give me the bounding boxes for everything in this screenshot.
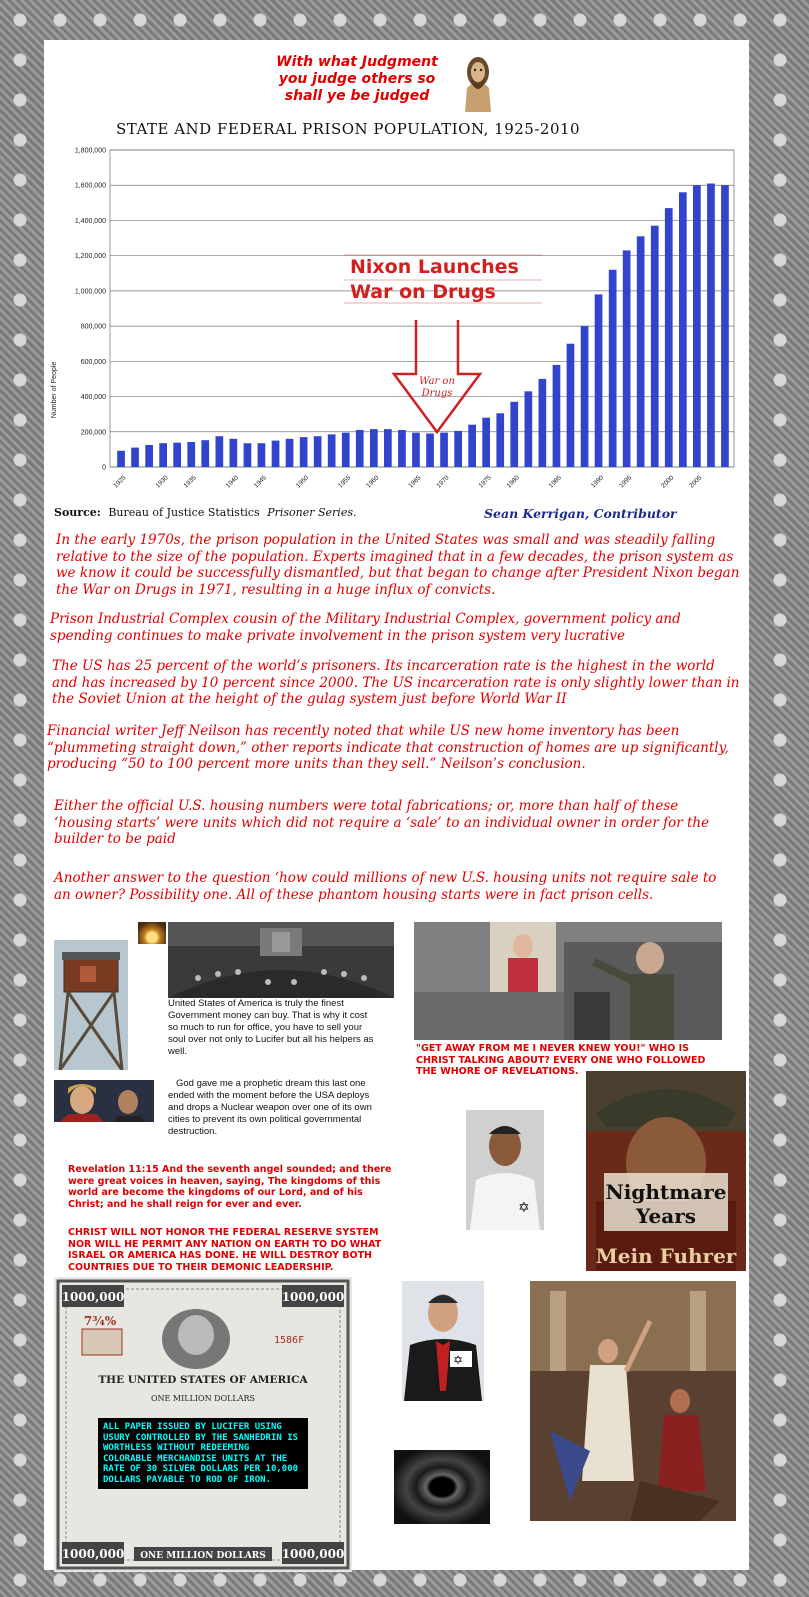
politician-photo-suit bbox=[402, 1281, 484, 1401]
x-tick-label: 2000 bbox=[660, 474, 676, 490]
paragraph-1: In the early 1970s, the prison population in the United States was small and was steadily falling relative to the size of the population. Experts imagined that in a few decades, the prison system as we know it could be successfully dismantled, but that began to change after President Nixon began the War on Drugs in 1971, resulting in a huge influx of convicts. bbox=[56, 532, 740, 598]
bar-1981 bbox=[510, 402, 518, 467]
paragraph-6: Another answer to the question ‘how could millions of new U.S. housing units not require sale to an owner? Possibility one. All of these phantom housing starts were in fact prison cells. bbox=[54, 870, 717, 903]
judgment-quote bbox=[262, 54, 452, 105]
bar-1951 bbox=[300, 437, 308, 467]
bar-1945 bbox=[258, 443, 266, 467]
bond-serial: 1586F bbox=[274, 1335, 305, 1346]
bar-2003 bbox=[665, 208, 673, 467]
x-tick-label: 1930 bbox=[154, 474, 170, 490]
x-tick-label: 1925 bbox=[112, 474, 128, 490]
paragraph-2: Prison Industrial Complex cousin of the Military Industrial Complex, government policy and spending continues to make private involvement in the prison system very lucrative bbox=[50, 611, 681, 644]
politician-photo-star bbox=[466, 1110, 544, 1230]
federal-reserve-text: CHRIST WILL NOT HONOR THE FEDERAL RESERVE SYSTEM NOR WILL HE PERMIT ANY NATION ON EARTH TO DO WHAT ISRAEL OR AMERICA HAS DONE. HE WILL DESTROY BOTH COUNTRIES DUE TO THEIR DEMONIC LEADERSHIP. bbox=[68, 1227, 382, 1273]
nixon-annotation-line-2: War on Drugs bbox=[350, 281, 496, 303]
bar-1933 bbox=[173, 443, 181, 467]
bar-1949 bbox=[286, 439, 294, 467]
arrow-label-line-1: War on bbox=[419, 376, 455, 387]
bond-issuer: THE UNITED STATES OF AMERICA bbox=[98, 1374, 308, 1386]
bar-1953 bbox=[314, 436, 322, 467]
bar-1955 bbox=[328, 434, 336, 467]
black-hole-image bbox=[394, 1450, 490, 1524]
y-tick-label: 1,200,000 bbox=[74, 253, 106, 261]
bar-1929 bbox=[145, 445, 153, 467]
y-tick-label: 400,000 bbox=[80, 394, 106, 402]
congress-chamber-image bbox=[168, 922, 394, 998]
x-tick-label: 1995 bbox=[618, 474, 634, 490]
bar-1961 bbox=[370, 429, 378, 467]
poster-subtitle: Mein Fuhrer bbox=[595, 1244, 737, 1268]
bar-1937 bbox=[201, 440, 209, 467]
x-tick-label: 1975 bbox=[477, 474, 493, 490]
x-tick-label: 1970 bbox=[435, 474, 451, 490]
judgment-line-3: shall ye be judged bbox=[284, 88, 430, 104]
poster-title-2: Years bbox=[635, 1204, 697, 1228]
jesus-portrait-image bbox=[459, 48, 497, 112]
nixon-annotation-line-1: Nixon Launches bbox=[350, 256, 519, 278]
bar-1969 bbox=[426, 434, 434, 468]
chart-title: STATE AND FEDERAL PRISON POPULATION, 1925-2010 bbox=[116, 120, 581, 138]
bar-1973 bbox=[454, 431, 462, 467]
bar-1991 bbox=[581, 326, 589, 467]
bond-rate: 7¾% bbox=[83, 1314, 117, 1328]
y-tick-label: 1,400,000 bbox=[74, 217, 106, 225]
arrow-label-line-2: Drugs bbox=[421, 388, 453, 399]
bar-1927 bbox=[131, 448, 139, 467]
paragraph-4: Financial writer Jeff Neilson has recently noted that while US new home inventory has been “plummeting straight down,” other reports indicate that construction of homes are up significantly, producing “50 to 100 percent more units than they sell.” Neilson’s conclusion. bbox=[47, 723, 729, 772]
x-tick-label: 1960 bbox=[365, 474, 381, 490]
bar-1995 bbox=[609, 270, 617, 467]
x-tick-label: 1990 bbox=[589, 474, 606, 490]
bond-caption: ALL PAPER ISSUED BY LUCIFER USING USURY CONTROLLED BY THE SANHEDRIN IS WORTHLESS WITHOUT REDEEMING COLORABLE MERCHANDISE UNITS AT THE RATE OF 30 SILVER DOLLARS PER 10,000 DOLLARS PAYABLE TO ROD OF IRON. bbox=[98, 1418, 308, 1489]
prison-population-chart bbox=[44, 140, 749, 540]
bond-denomination-bottom-right: 1000,000 bbox=[281, 1547, 345, 1561]
y-tick-label: 1,000,000 bbox=[74, 288, 106, 296]
bond-denomination-top-right: 1000,000 bbox=[281, 1290, 345, 1304]
bar-1967 bbox=[412, 433, 420, 467]
bar-2001 bbox=[651, 226, 659, 467]
bar-1965 bbox=[398, 430, 406, 467]
x-tick-label: 1985 bbox=[547, 474, 563, 490]
y-tick-label: 600,000 bbox=[80, 358, 106, 366]
bar-1935 bbox=[187, 442, 195, 467]
bar-1983 bbox=[525, 391, 533, 467]
y-tick-label: 800,000 bbox=[80, 323, 106, 331]
x-tick-label: 2005 bbox=[688, 474, 704, 490]
x-tick-label: 1965 bbox=[407, 474, 423, 490]
x-tick-label: 1950 bbox=[294, 474, 311, 490]
bond-amount-words: ONE MILLION DOLLARS bbox=[150, 1394, 256, 1403]
bar-1985 bbox=[539, 379, 547, 467]
politicians-photo bbox=[54, 1080, 154, 1122]
y-tick-label: 1,800,000 bbox=[74, 147, 106, 155]
y-tick-label: 0 bbox=[102, 464, 106, 472]
revelation-text: Revelation 11:15 And the seventh angel sounded; and there were great voices in heaven, saying, The kingdoms of this world are become the kingdoms of our Lord, and of his Christ; and he shall reign for ever and ever. bbox=[68, 1164, 392, 1210]
star-badge-icon: ✡ bbox=[453, 1353, 464, 1367]
judgment-line-1: With what Judgment bbox=[276, 54, 438, 70]
pope-and-dictator-image bbox=[414, 922, 722, 1040]
paragraph-5: Either the official U.S. housing numbers were total fabrications; or, more than half of these ‘housing starts’ were units which did not require a ‘sale’ to an individual owner in order for the builder to be paid bbox=[54, 798, 710, 847]
y-tick-label: 1,600,000 bbox=[74, 182, 106, 190]
bar-2007 bbox=[693, 185, 701, 467]
star-icon: ✡ bbox=[518, 1200, 530, 1216]
bar-1979 bbox=[496, 413, 504, 467]
cleansing-temple-painting bbox=[530, 1281, 736, 1521]
bar-1939 bbox=[216, 436, 224, 467]
y-tick-label: 200,000 bbox=[80, 429, 106, 437]
government-text: United States of America is truly the finest Government money can buy. That is why it cost so much to run for office, you have to sell your soul over not only to Lucifer but all his helpers as well. bbox=[168, 998, 374, 1057]
bar-1999 bbox=[637, 236, 645, 467]
x-tick-label: 1945 bbox=[252, 474, 269, 490]
bar-2009 bbox=[707, 184, 715, 468]
bar-1931 bbox=[159, 443, 167, 467]
source-series: Prisoner Series. bbox=[267, 506, 357, 519]
bar-1943 bbox=[244, 443, 252, 467]
poster-title-1: Nightmare bbox=[605, 1180, 727, 1204]
bar-1997 bbox=[623, 250, 631, 467]
bar-1993 bbox=[595, 294, 603, 467]
x-tick-label: 1955 bbox=[337, 474, 353, 490]
bar-2005 bbox=[679, 192, 687, 467]
x-tick-label: 1940 bbox=[224, 474, 240, 490]
bond-bottom-label: ONE MILLION DOLLARS bbox=[140, 1551, 266, 1561]
prophetic-dream-text: God gave me a prophetic dream this last one ended with the moment before the USA deploys and drops a Nuclear weapon over one of its own cities to prevent its own political governmental destruction. bbox=[168, 1078, 372, 1137]
x-tick-label: 1935 bbox=[182, 474, 198, 490]
contributor-label: Sean Kerrigan, Contributor bbox=[484, 506, 677, 521]
bar-1975 bbox=[468, 425, 476, 467]
bar-1947 bbox=[272, 441, 280, 467]
bar-1977 bbox=[482, 418, 490, 467]
bond-denomination-top-left: 1000,000 bbox=[61, 1290, 125, 1304]
judgment-line-2: you judge others so bbox=[278, 71, 436, 87]
bar-1959 bbox=[356, 430, 364, 467]
x-tick-label: 1980 bbox=[505, 474, 521, 490]
y-axis-label: Number of People bbox=[51, 361, 58, 419]
svg-text:Source: Bureau of Justic bbox=[54, 506, 356, 519]
guard-tower-image bbox=[54, 940, 128, 1070]
paragraph-3: The US has 25 percent of the world’s prisoners. Its incarceration rate is the highest in the world and has increased by 10 percent since 2000. The US incarceration rate is only slightly lower than in the Soviet Union at the height of the gulag system just before World War II bbox=[52, 658, 740, 707]
source-text: Bureau of Justice Statistics bbox=[108, 506, 260, 519]
bar-1989 bbox=[567, 344, 575, 467]
bar-1971 bbox=[440, 433, 448, 467]
bar-1987 bbox=[553, 365, 561, 467]
source-label: Source: bbox=[54, 506, 101, 519]
sunset-image bbox=[138, 922, 166, 944]
nightmare-years-poster bbox=[586, 1071, 746, 1271]
bar-1957 bbox=[342, 433, 350, 467]
bar-1941 bbox=[230, 439, 238, 467]
bar-1925 bbox=[117, 451, 125, 467]
content-panel bbox=[44, 40, 749, 1570]
bar-1963 bbox=[384, 429, 392, 467]
bond-denomination-bottom-left: 1000,000 bbox=[61, 1547, 125, 1561]
christ-caption: "GET AWAY FROM ME I NEVER KNEW YOU!" WHO IS CHRIST TALKING ABOUT? EVERY ONE WHO FOLLOWED THE WHORE OF REVELATIONS. bbox=[416, 1043, 706, 1077]
bar-2010 bbox=[721, 185, 729, 467]
